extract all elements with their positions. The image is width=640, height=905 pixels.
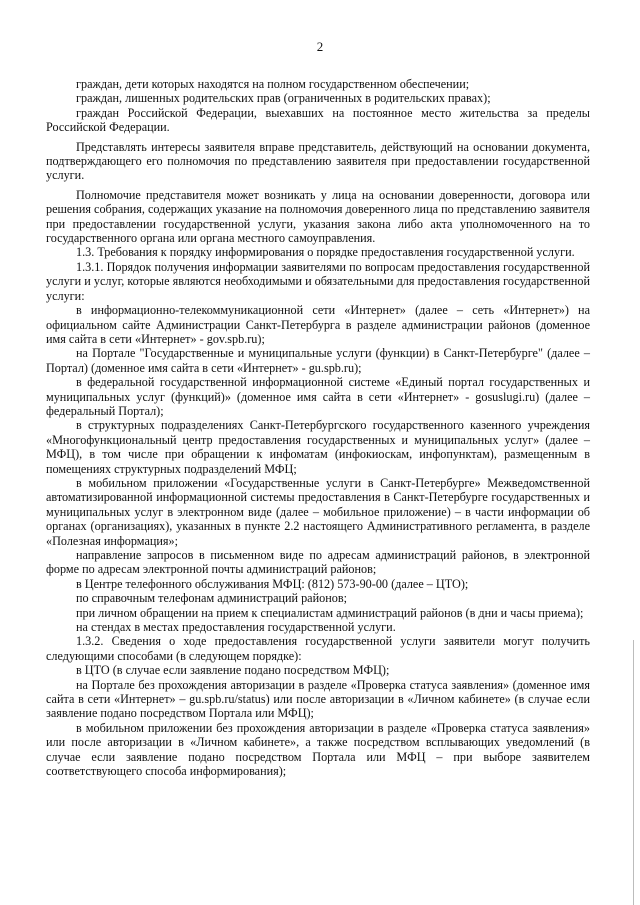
paragraph: на Портале без прохождения авторизации в разделе «Проверка статуса заявления» (доменное имя сайта в сети «Интернет» – gu.spb.ru/status) или после авторизации в «Личном кабинете» (в случае если заявление подано посредством Портала или МФЦ);	[46, 677, 590, 721]
paragraph: Полномочие представителя может возникать у лица на основании доверенности, договора или решения собрания, содержащих указание на полномочия доверенного лица по представлению заявителя при предоставлении государственной услуги, указания закона либо акта уполномоченного на то государственного органа или органа местного самоуправления.	[46, 187, 590, 246]
paragraph: в информационно-телекоммуникационной сети «Интернет» (далее – сеть «Интернет») на официальном сайте Администрации Санкт-Петербурга в разделе администрации районов (доменное имя сайта в сети «Интернет» - gov.spb.ru);	[46, 303, 590, 346]
paragraph: граждан, лишенных родительских прав (ограниченных в родительских правах);	[76, 91, 491, 106]
paragraph: на Портале "Государственные и муниципальные услуги (функции) в Санкт-Петербурге" (далее – Портал) (доменное имя сайта в сети «Интернет» - gu.spb.ru);	[46, 346, 590, 375]
paragraph: в мобильном приложении «Государственные услуги в Санкт-Петербурге» Межведомственной автоматизированной информационной системы предоставления в Санкт-Петербурге государственных и муниципальных услуг в электронном виде (далее – мобильное приложение) – в части информации об органах (организациях), указанных в пункте 2.2 настоящего Административного регламента, в разделе «Полезная информация»;	[46, 475, 590, 548]
paragraph: при личном обращении на прием к специалистам администраций районов (в дни и часы приема);	[76, 605, 584, 620]
paragraph: в федеральной государственной информационной системе «Единый портал государственных и муниципальных услуг (функций)» (доменное имя сайта в сети «Интернет» - gosuslugi.ru) (далее – федеральный Портал);	[46, 375, 590, 418]
subsection-heading: 1.3.1. Порядок получения информации заявителями по вопросам предоставления государственной услуги и услуг, которые являются необходимыми и обязательными для предоставления государственной услуги:	[46, 259, 590, 303]
paragraph: в Центре телефонного обслуживания МФЦ: (812) 573-90-00 (далее – ЦТО);	[76, 576, 469, 591]
paragraph: граждан, дети которых находятся на полном государственном обеспечении;	[76, 77, 470, 91]
paragraph: по справочным телефонам администраций районов;	[76, 591, 347, 606]
paragraph: граждан Российской Федерации, выехавших на постоянное место жительства за пределы Российской Федерации.	[46, 105, 590, 135]
section-heading: 1.3. Требования к порядку информирования о порядке предоставления государственной услуги.	[76, 245, 575, 260]
paragraph: в структурных подразделениях Санкт-Петербургского государственного казенного учреждения «Многофункциональный центр предоставления государственных и муниципальных услуг» (далее – МФЦ), в том числе при обращении к инфоматам (инфокиоскам, инфопунктам), размещенным в помещениях структурных подразделений МФЦ;	[46, 418, 590, 476]
document-body	[46, 77, 590, 779]
paragraph: Представлять интересы заявителя вправе представитель, действующий на основании документа, подтверждающего его полномочия по представлению заявителя при предоставлении государственной услуги.	[46, 139, 590, 183]
paragraph: в ЦТО (в случае если заявление подано посредством МФЦ);	[76, 663, 390, 678]
paragraph: в мобильном приложении без прохождения авторизации в разделе «Проверка статуса заявления» или после авторизации в «Личном кабинете», а также посредством всплывающих уведомлений (в случае если заявление подано посредством Портала или МФЦ – при выборе заявителем соответствующего способа информирования);	[46, 720, 590, 779]
subsection-heading: 1.3.2. Сведения о ходе предоставления государственной услуги заявители могут получить следующими способами (в следующем порядке):	[46, 634, 590, 663]
paragraph: направление запросов в письменном виде по адресам администраций районов, в электронной форме по адресам электронной почты администраций районов;	[46, 548, 590, 577]
page-number: 2	[316, 39, 324, 54]
paragraph: на стендах в местах предоставления государственной услуги.	[76, 620, 396, 635]
scan-edge-line	[633, 640, 634, 905]
